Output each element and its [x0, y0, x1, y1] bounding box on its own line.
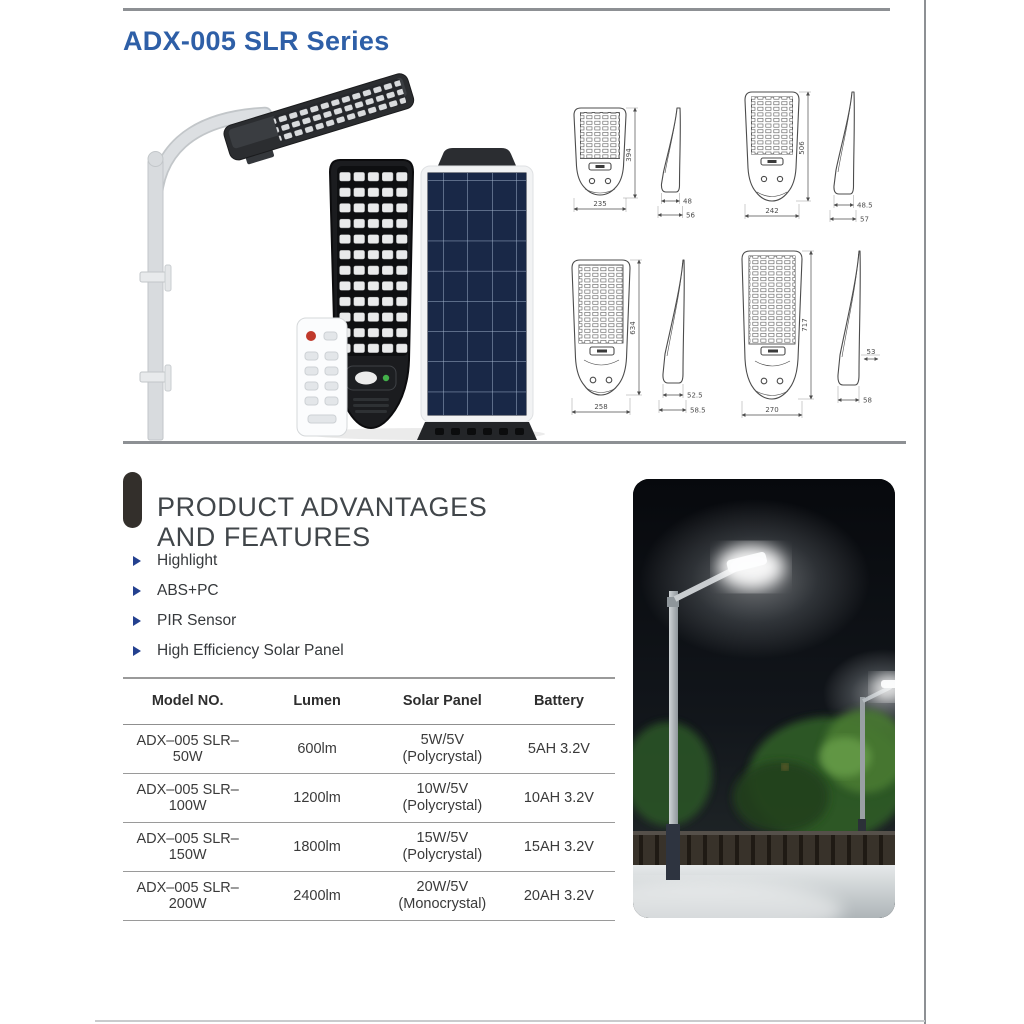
panel-spec: 15W/5V: [416, 829, 469, 846]
panel-type: (Polycrystal): [402, 846, 483, 863]
feature-list: [133, 546, 344, 666]
remote-control: [297, 318, 347, 436]
feature-label: High Efficiency Solar Panel: [157, 642, 344, 659]
panel-type: (Monocrystal): [398, 895, 487, 912]
spec-table: [123, 677, 615, 921]
product-photo-illustration: [125, 60, 545, 442]
panel-type: (Polycrystal): [402, 748, 483, 765]
feature-item: [133, 636, 344, 666]
dim-side-bottom: 58.5: [690, 406, 706, 415]
cell-lumen: 2400lm: [293, 887, 341, 904]
heading-accent-bar: [123, 472, 142, 528]
cell-lumen: 1800lm: [293, 838, 341, 855]
night-application-photo: [633, 479, 895, 918]
section-heading-line1: PRODUCT ADVANTAGES: [157, 492, 488, 523]
night-scene: [633, 479, 895, 918]
bullet-arrow-icon: [133, 556, 141, 566]
bottom-border-line: [95, 1020, 925, 1022]
street-light-pole: [140, 114, 265, 440]
feature-item: [133, 606, 344, 636]
panel-spec: 20W/5V: [416, 878, 469, 895]
table-row: [123, 773, 615, 822]
dim-front-height: 717: [801, 318, 809, 332]
cell-battery: 15AH 3.2V: [523, 838, 594, 855]
table-row: [123, 724, 615, 773]
cell-model: ADX–005 SLR–200W: [136, 879, 239, 912]
col-header-solar-panel: Solar Panel: [402, 693, 482, 710]
col-header-lumen: Lumen: [293, 693, 341, 710]
bullet-arrow-icon: [133, 616, 141, 626]
dim-front-width: 242: [765, 207, 779, 215]
dimension-drawing-1: [562, 98, 712, 232]
bullet-arrow-icon: [133, 646, 141, 656]
section-heading: [157, 492, 487, 552]
section-divider-line: [123, 441, 906, 444]
right-border-line: [924, 0, 926, 1024]
dim-front-height: 506: [798, 141, 806, 155]
indicator-led: [383, 375, 389, 381]
cell-lumen: 600lm: [297, 740, 337, 757]
dimension-drawing-3: [560, 250, 718, 434]
dim-front-height: 394: [625, 148, 633, 162]
feature-label: ABS+PC: [157, 582, 219, 599]
table-row: [123, 871, 615, 920]
dim-front-width: 270: [765, 406, 779, 414]
cell-model: ADX–005 SLR–100W: [136, 781, 239, 814]
dim-side-top: 53: [866, 348, 876, 356]
section-heading-line2: AND FEATURES: [157, 522, 371, 553]
cell-model: ADX–005 SLR–50W: [136, 732, 239, 765]
lamp-head: [222, 72, 418, 169]
cell-battery: 5AH 3.2V: [527, 740, 590, 757]
dim-side-top: 48: [683, 197, 692, 206]
dim-side-bottom: 57: [860, 215, 869, 224]
dimension-drawing-4: [728, 243, 900, 439]
cell-lumen: 1200lm: [293, 789, 341, 806]
table-header-row: [123, 678, 615, 724]
led-grid: [337, 166, 408, 356]
cell-battery: 20AH 3.2V: [523, 887, 594, 904]
dim-side-top: 52.5: [687, 391, 703, 400]
dim-side-bottom: 56: [686, 211, 695, 220]
remote-power-button: [306, 331, 316, 341]
cell-solar-panel: [382, 773, 503, 822]
dim-side-top: 48.5: [857, 201, 873, 210]
dim-front-width: 235: [593, 200, 607, 208]
cell-solar-panel: [382, 724, 503, 773]
dimension-drawing-2: [733, 84, 891, 238]
bullet-arrow-icon: [133, 586, 141, 596]
lamp-glow-core: [717, 545, 785, 589]
solar-panel-back-view: [417, 148, 537, 440]
top-border-line: [123, 8, 890, 11]
page-title: ADX-005 SLR Series: [123, 26, 390, 56]
panel-spec: 10W/5V: [416, 780, 469, 797]
col-header-battery: Battery: [533, 693, 584, 710]
cell-solar-panel: [382, 871, 503, 920]
cell-solar-panel: [382, 822, 503, 871]
cell-model: ADX–005 SLR–150W: [136, 830, 239, 863]
col-header-model: Model NO.: [151, 693, 224, 710]
dim-front-height: 634: [629, 321, 637, 335]
feature-label: Highlight: [157, 552, 218, 569]
feature-item: [133, 576, 344, 606]
dim-front-width: 258: [594, 403, 608, 411]
panel-type: (Polycrystal): [402, 797, 483, 814]
cell-battery: 10AH 3.2V: [523, 789, 594, 806]
table-row: [123, 822, 615, 871]
distant-light-dot: [782, 764, 788, 770]
dim-side-bottom: 58: [863, 396, 872, 405]
feature-label: PIR Sensor: [157, 612, 237, 629]
solar-cells: [428, 173, 526, 415]
feature-item: [133, 546, 344, 576]
panel-spec: 5W/5V: [420, 731, 465, 748]
